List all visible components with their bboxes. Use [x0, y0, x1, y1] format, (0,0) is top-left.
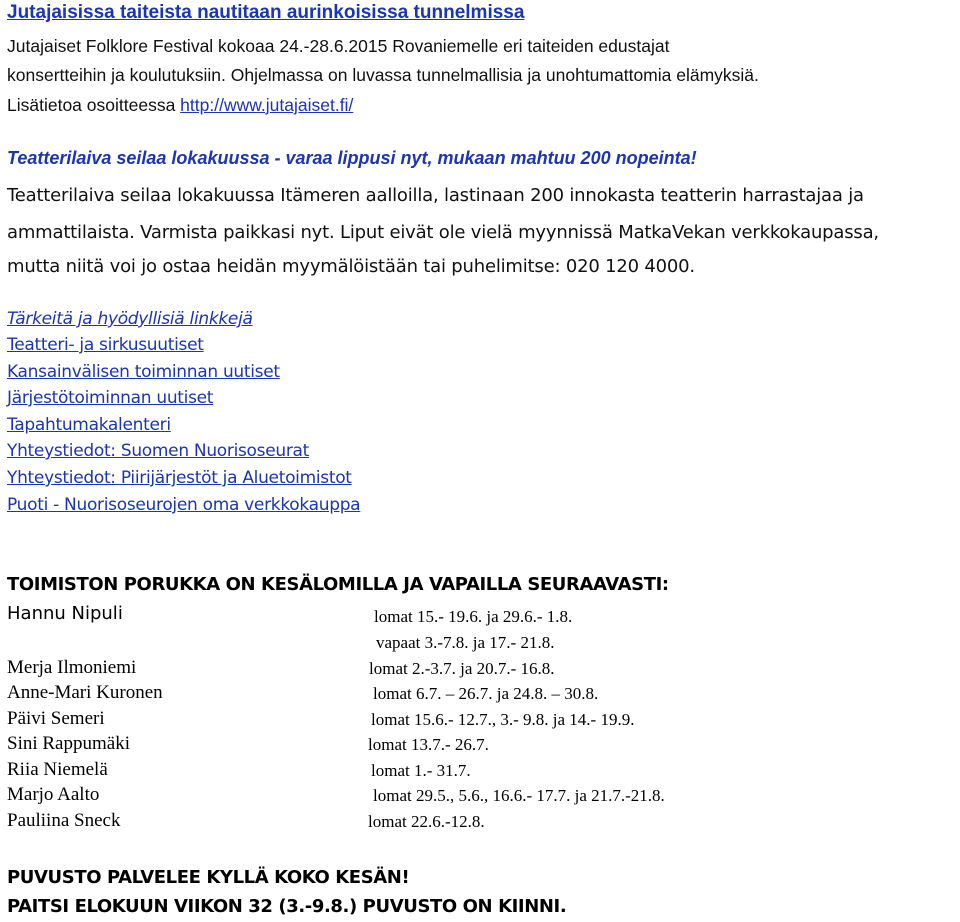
link-event-calendar[interactable]: Tapahtumakalenteri	[7, 415, 171, 435]
article-title-teatterilaiva: Teatterilaiva seilaa lokakuussa - varaa lippusi nyt, mukaan mahtuu 200 nopeinta!	[7, 148, 697, 168]
holiday-name: Anne-Mari Kuronen	[7, 682, 163, 703]
holiday-name: Marjo Aalto	[7, 784, 100, 805]
notice-costume-closed: PAITSI ELOKUUN VIIKON 32 (3.-9.8.) PUVUSTO ON KIINNI.	[7, 896, 567, 917]
link-international-news[interactable]: Kansainvälisen toiminnan uutiset	[7, 362, 280, 382]
holiday-dates: lomat 2.-3.7. ja 20.7.- 16.8.	[369, 659, 555, 678]
article-info-line	[7, 95, 353, 116]
holiday-name: Hannu Nipuli	[7, 603, 123, 624]
article-title-jutajaiset[interactable]: Jutajaisissa taiteista nautitaan aurinkoisissa tunnelmissa	[7, 2, 525, 23]
article-text-line: Jutajaiset Folklore Festival kokoaa 24.-28.6.2015 Rovaniemelle eri taiteiden edustajat	[7, 36, 670, 56]
link-theatre-circus-news[interactable]: Teatteri- ja sirkusuutiset	[7, 335, 204, 355]
article-text-line: Teatterilaiva seilaa lokakuussa Itämeren aalloilla, lastinaan 200 innokasta teatterin harrastajaa ja	[7, 185, 864, 206]
link-organization-news[interactable]: Järjestötoiminnan uutiset	[7, 388, 214, 408]
link-contact-nuorisoseurat[interactable]: Yhteystiedot: Suomen Nuorisoseurat	[7, 441, 310, 461]
holiday-dates: lomat 15.6.- 12.7., 3.- 9.8. ja 14.- 19.9.	[371, 710, 635, 729]
holiday-name: Pauliina Sneck	[7, 810, 121, 831]
link-contact-district-offices[interactable]: Yhteystiedot: Piirijärjestöt ja Aluetoimistot	[7, 468, 352, 488]
article-text-line: ammattilaista. Varmista paikkasi nyt. Liput eivät ole vielä myynnissä MatkaVekan verkkokaupassa,	[7, 222, 879, 243]
holiday-dates: lomat 15.- 19.6. ja 29.6.- 1.8.	[374, 607, 573, 626]
holiday-name: Riia Niemelä	[7, 759, 108, 780]
holiday-dates: lomat 6.7. – 26.7. ja 24.8. – 30.8.	[373, 684, 599, 703]
link-online-shop[interactable]: Puoti - Nuorisoseurojen oma verkkokauppa	[7, 495, 361, 515]
holiday-name: Merja Ilmoniemi	[7, 657, 137, 678]
links-heading: Tärkeitä ja hyödyllisiä linkkejä	[7, 309, 253, 329]
holiday-name: Sini Rappumäki	[7, 733, 130, 754]
holiday-dates: lomat 29.5., 5.6., 16.6.- 17.7. ja 21.7.-21.8.	[373, 786, 665, 805]
holidays-heading: TOIMISTON PORUKKA ON KESÄLOMILLA JA VAPAILLA SEURAAVASTI:	[7, 574, 669, 595]
article-text-line: mutta niitä voi jo ostaa heidän myymälöistään tai puhelimitse: 020 120 4000.	[7, 256, 695, 277]
holiday-dates: lomat 1.- 31.7.	[371, 761, 471, 780]
holiday-dates: vapaat 3.-7.8. ja 17.- 21.8.	[376, 633, 555, 652]
holiday-dates: lomat 22.6.-12.8.	[368, 812, 485, 831]
holiday-dates: lomat 13.7.- 26.7.	[368, 735, 489, 754]
holiday-name: Päivi Semeri	[7, 708, 105, 729]
info-prefix: Lisätietoa osoitteessa	[7, 95, 181, 115]
article-text-line: konsertteihin ja koulutuksiin. Ohjelmassa on luvassa tunnelmallisia ja unohtumattomia elämyksiä.	[7, 65, 759, 85]
notice-costume-open: PUVUSTO PALVELEE KYLLÄ KOKO KESÄN!	[7, 867, 410, 888]
jutajaiset-link[interactable]: http://www.jutajaiset.fi/	[180, 95, 354, 115]
